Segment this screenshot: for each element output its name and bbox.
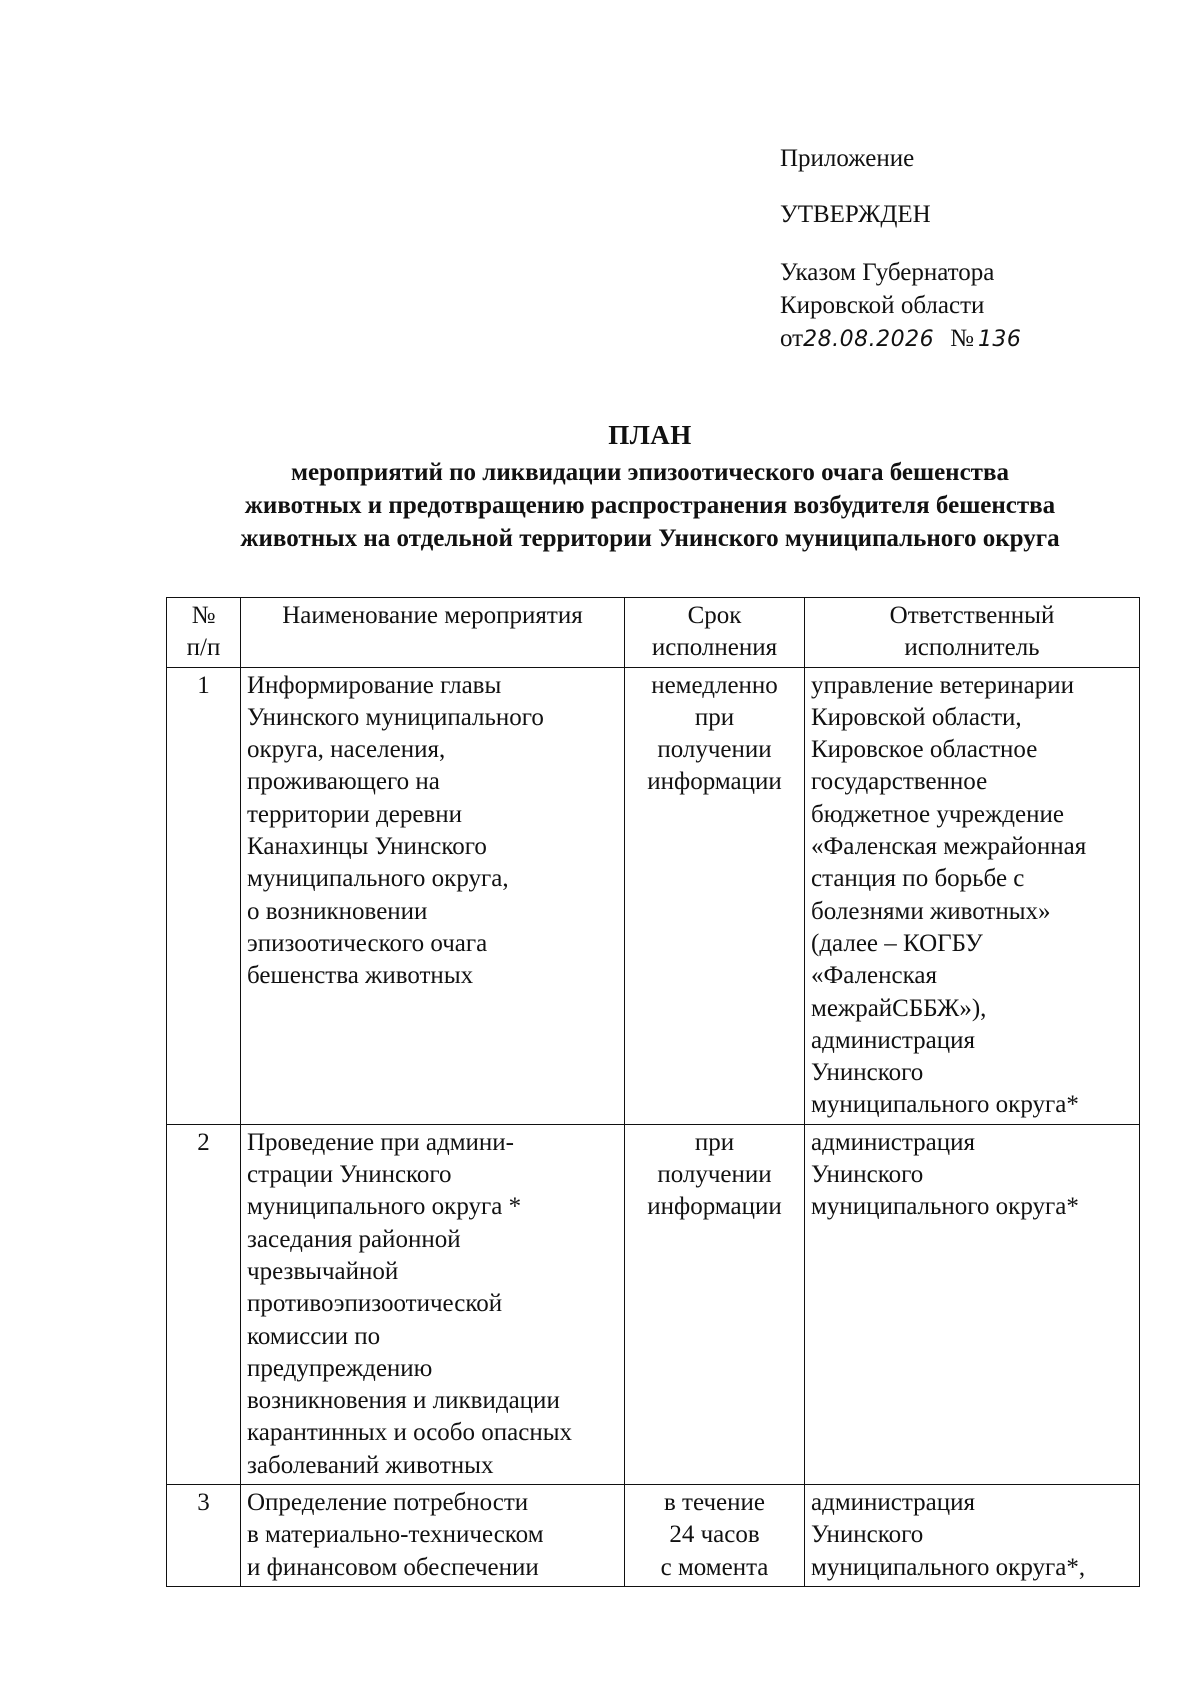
header-name	[241, 598, 625, 668]
cell-name-line: противоэпизоотической	[247, 1290, 503, 1318]
header-num-line: п/п	[186, 634, 221, 662]
cell-responsible-line: станция по борьбе с	[811, 865, 1025, 893]
cell-term-line: получении	[657, 1161, 772, 1189]
cell-name-line: Проведение при админи-	[247, 1128, 515, 1156]
cell-term-line: при	[694, 1128, 735, 1156]
decree-date: 28.08.2026	[803, 327, 935, 352]
cell-num: 1	[167, 667, 241, 1124]
approved-label: УТВЕРЖДЕН	[780, 201, 931, 228]
cell-name-line: муниципального округа,	[247, 865, 509, 893]
cell-name	[241, 1124, 625, 1484]
decree-line-1: Указом Губернатора	[780, 259, 995, 286]
cell-responsible-line: администрация	[811, 1128, 975, 1156]
cell-responsible-line: «Фаленская межрайонная	[811, 833, 1087, 861]
cell-responsible-line: управление ветеринарии	[811, 671, 1075, 699]
cell-name-line: карантинных и особо опасных	[247, 1419, 573, 1447]
title-line-1: мероприятий по ликвидации эпизоотического очага бешенства	[291, 459, 1009, 486]
cell-term-line: информации	[647, 768, 782, 796]
cell-responsible-line: муниципального округа*	[811, 1193, 1079, 1221]
cell-term-line: немедленно	[651, 671, 778, 699]
title-line-3: животных на отдельной территории Унинского муниципального округа	[240, 525, 1060, 552]
from-prefix: от	[780, 325, 804, 352]
header-term-line: Срок	[687, 602, 742, 629]
cell-name-line: муниципального округа *	[247, 1193, 522, 1221]
cell-name-line: чрезвычайной	[247, 1257, 399, 1285]
cell-num: 3	[167, 1485, 241, 1587]
cell-name-line: бешенства животных	[247, 962, 474, 990]
header-name-line: Наименование мероприятия	[282, 602, 583, 629]
cell-name-line: о возникновении	[247, 897, 428, 925]
cell-name-line: Определение потребности	[247, 1489, 529, 1517]
cell-term	[625, 1124, 805, 1484]
cell-responsible-line: болезнями животных»	[811, 897, 1051, 925]
cell-num: 2	[167, 1124, 241, 1484]
cell-responsible-line: муниципального округа*	[811, 1091, 1079, 1119]
cell-name-line: комиссии по	[247, 1322, 381, 1350]
cell-name-line: Унинского муниципального	[247, 703, 544, 731]
cell-name-line: округа, населения,	[247, 736, 446, 764]
cell-name-line: заседания районной	[247, 1225, 461, 1253]
header-responsible-line: Ответственный	[889, 602, 1055, 629]
cell-name-line: заболеваний животных	[247, 1451, 494, 1479]
header-term-line: исполнения	[651, 634, 778, 662]
cell-name-line: территории деревни	[247, 800, 462, 828]
header-num-line: №	[191, 602, 216, 629]
cell-term-line: при	[694, 703, 735, 731]
cell-term-line: в течение	[664, 1489, 765, 1517]
table-header-row	[167, 598, 1140, 668]
cell-name-line: в материально-техническом	[247, 1521, 544, 1549]
appendix-label: Приложение	[780, 145, 915, 172]
cell-term-line: с момента	[660, 1553, 769, 1581]
cell-responsible-line: администрация	[811, 1489, 975, 1517]
cell-name-line: Информирование главы	[247, 671, 502, 699]
cell-name	[241, 1485, 625, 1587]
cell-responsible-line: Кировской области,	[811, 703, 1022, 731]
decree-number: 136	[977, 327, 1022, 352]
table-body	[167, 667, 1140, 1586]
header-num	[167, 598, 241, 668]
cell-responsible	[805, 667, 1140, 1124]
cell-term-line: 24 часов	[669, 1521, 760, 1549]
title-line-2: животных и предотвращению распространения возбудителя бешенства	[244, 492, 1056, 519]
header-term	[625, 598, 805, 668]
cell-responsible-line: «Фаленская	[811, 962, 937, 990]
decree-line-2: Кировской области	[780, 292, 985, 319]
cell-term-line: информации	[647, 1193, 782, 1221]
number-sign: №	[950, 325, 974, 352]
cell-term	[625, 667, 805, 1124]
table-row	[167, 1124, 1140, 1484]
cell-name-line: возникновения и ликвидации	[247, 1387, 560, 1415]
cell-name-line: и финансовом обеспечении	[247, 1553, 539, 1581]
cell-responsible	[805, 1485, 1140, 1587]
table-row	[167, 667, 1140, 1124]
cell-name-line: эпизоотического очага	[247, 929, 488, 957]
cell-name-line: предупреждению	[247, 1354, 433, 1382]
cell-name-line: Канахинцы Унинского	[247, 833, 487, 861]
cell-responsible-line: (далее – КОГБУ	[811, 929, 983, 957]
cell-responsible-line: государственное	[811, 768, 988, 796]
cell-responsible-line: Кировское областное	[811, 736, 1038, 764]
cell-responsible-line: муниципального округа*,	[811, 1553, 1086, 1581]
cell-responsible-line: Унинского	[811, 1521, 924, 1549]
cell-responsible-line: межрайСББЖ»),	[811, 994, 987, 1022]
cell-responsible-line: бюджетное учреждение	[811, 800, 1064, 828]
header-responsible-line: исполнитель	[904, 634, 1040, 662]
cell-name-line: страции Унинского	[247, 1161, 452, 1189]
cell-responsible	[805, 1124, 1140, 1484]
plan-table	[166, 597, 1140, 1587]
title-main: ПЛАН	[608, 420, 692, 450]
header-responsible	[805, 598, 1140, 668]
cell-term	[625, 1485, 805, 1587]
cell-responsible-line: администрация	[811, 1026, 975, 1054]
table-row	[167, 1485, 1140, 1587]
cell-term-line: получении	[657, 736, 772, 764]
cell-name	[241, 667, 625, 1124]
cell-name-line: проживающего на	[247, 768, 440, 796]
cell-responsible-line: Унинского	[811, 1161, 924, 1189]
cell-responsible-line: Унинского	[811, 1059, 924, 1087]
